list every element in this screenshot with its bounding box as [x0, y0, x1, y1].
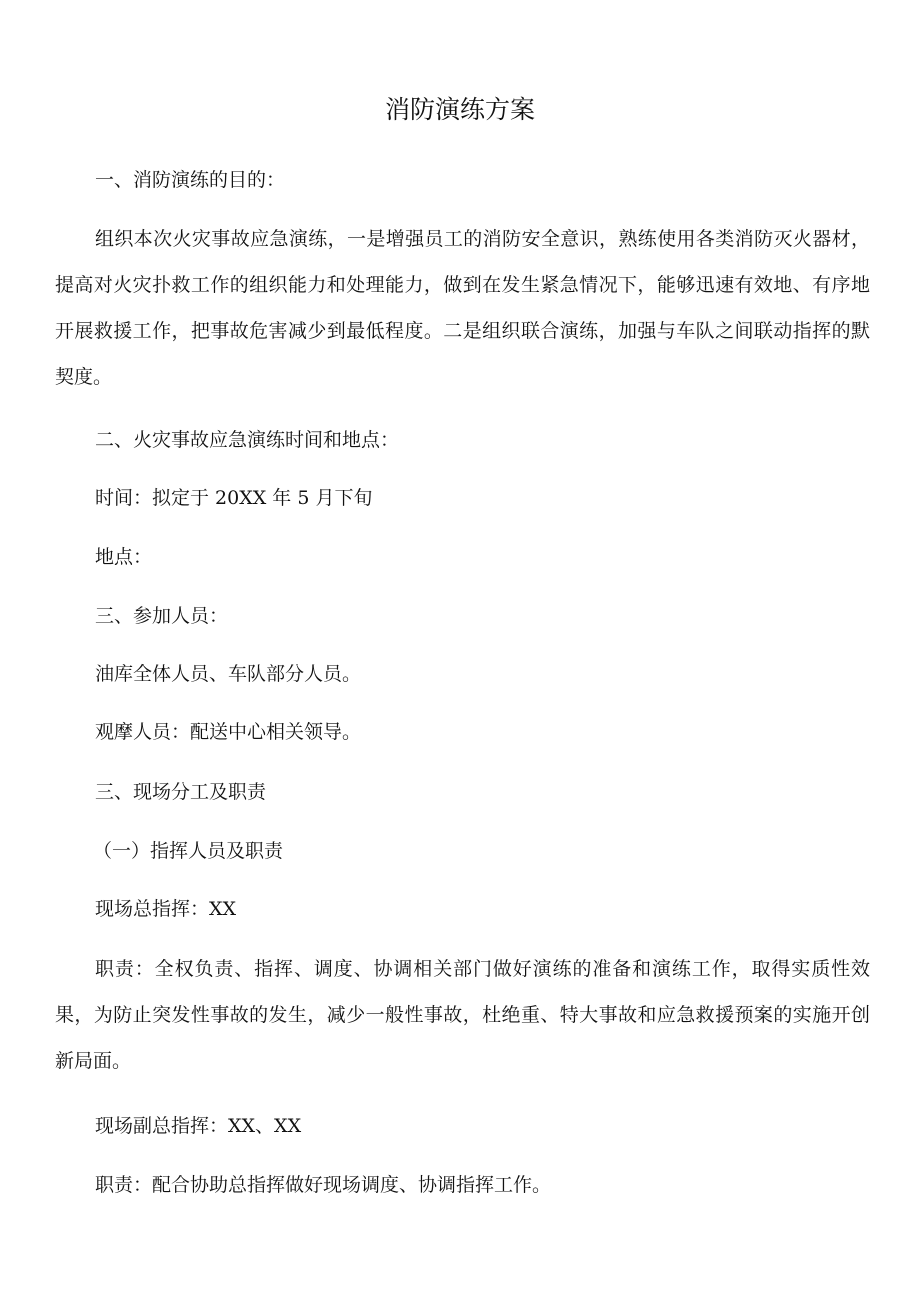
section-3-observers: 观摩人员：配送中心相关领导。 [95, 721, 362, 743]
deputy-commander-line: 现场副总指挥：XX、XX [95, 1115, 302, 1137]
commander-duty: 职责：全权负责、指挥、调度、协调相关部门做好演练的准备和演练工作，取得实质性效果，为防止突发性事故的发生，减少一般性事故，杜绝重、特大事故和应急救援预案的实施开创新局面。 [55, 958, 870, 1072]
deputy-commander-duty: 职责：配合协助总指挥做好现场调度、协调指挥工作。 [95, 1174, 552, 1196]
section-1-heading: 一、消防演练的目的： [95, 169, 286, 191]
section-2-place: 地点： [95, 546, 153, 568]
section-2-heading: 二、火灾事故应急演练时间和地点： [95, 429, 400, 451]
section-4-heading: 三、现场分工及职责 [95, 781, 267, 803]
section-3-heading: 三、参加人员： [95, 605, 229, 627]
section-2-time: 时间：拟定于 20XX 年 5 月下旬 [95, 487, 373, 509]
section-1-body: 组织本次火灾事故应急演练，一是增强员工的消防安全意识，熟练使用各类消防灭火器材，提高对火灾扑救工作的组织能力和处理能力，做到在发生紧急情况下，能够迅速有效地、有序地开展救援工作，把事故危害减少到最低程度。二是组织联合演练，加强与车队之间联动指挥的默契度。 [55, 228, 870, 388]
document-title: 消防演练方案 [384, 95, 535, 124]
commander-line: 现场总指挥：XX [95, 898, 237, 920]
section-4-subheading: （一）指挥人员及职责 [93, 840, 284, 862]
section-3-participants: 油库全体人员、车队部分人员。 [95, 663, 362, 685]
